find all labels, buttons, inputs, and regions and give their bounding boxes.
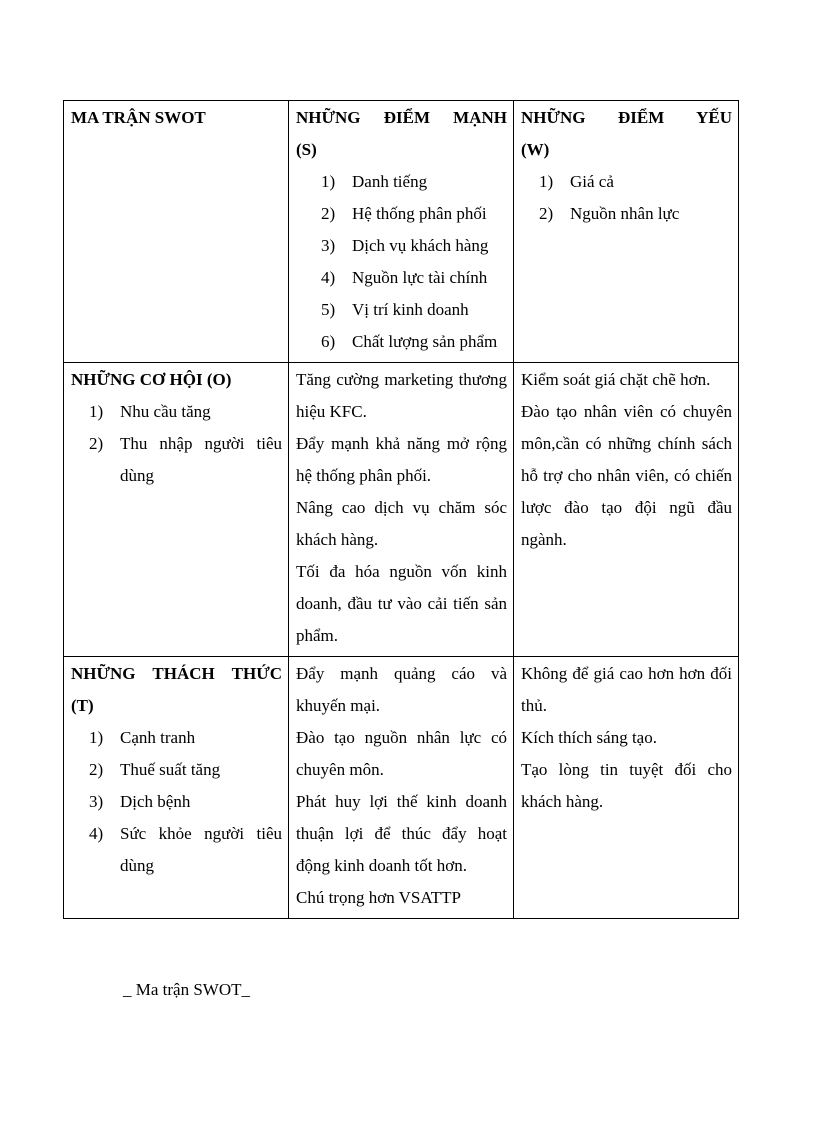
wt-strategies-cell — [514, 657, 739, 919]
list-item: 1) Danh tiếng — [321, 172, 428, 191]
st-strategy: Chú trọng hơn VSATTP — [296, 888, 462, 907]
threats-title: NHỮNG THÁCH THỨC (T) — [71, 664, 282, 715]
list-item: 4) Nguồn lực tài chính — [321, 268, 488, 287]
opportunities-cell — [64, 363, 289, 657]
table-row — [64, 657, 739, 919]
swot-matrix-table — [63, 100, 739, 919]
weaknesses-code: (W) — [521, 140, 550, 159]
list-item: 1) Nhu cầu tăng — [89, 402, 211, 421]
so-strategy: Tăng cường marketing thương hiệu KFC. — [296, 370, 507, 421]
corner-cell — [64, 101, 289, 363]
so-strategies-cell — [289, 363, 514, 657]
list-item: 5) Vị trí kinh doanh — [321, 300, 469, 319]
st-strategy: Phát huy lợi thế kinh doanh thuận lợi để thúc đẩy hoạt động kinh doanh tốt hơn. — [296, 792, 507, 875]
threats-cell — [64, 657, 289, 919]
st-strategy: Đào tạo nguồn nhân lực có chuyên môn. — [296, 728, 507, 779]
strengths-title: NHỮNG ĐIỂM MẠNH — [296, 108, 507, 127]
weaknesses-title: NHỮNG ĐIỂM YẾU — [521, 108, 732, 127]
table-row — [64, 363, 739, 657]
weaknesses-list — [521, 166, 732, 230]
list-item: 3) Dịch bệnh — [89, 792, 191, 811]
list-item: 1) Cạnh tranh — [89, 728, 196, 747]
wo-strategy: Kiểm soát giá chặt chẽ hơn. — [521, 370, 711, 389]
wt-strategy: Kích thích sáng tạo. — [521, 728, 657, 747]
corner-title: MA TRẬN SWOT — [71, 108, 206, 127]
opportunities-list — [71, 396, 282, 492]
list-item: 1) Giá cả — [539, 172, 614, 191]
list-item: 2) Thu nhập người tiêu dùng — [89, 434, 282, 485]
wo-strategies-cell — [514, 363, 739, 657]
opportunities-title: NHỮNG CƠ HỘI (O) — [71, 370, 232, 389]
list-item: 2) Nguồn nhân lực — [539, 204, 680, 223]
table-caption: _ Ma trận SWOT_ — [123, 980, 251, 999]
list-item: 2) Hệ thống phân phối — [321, 204, 487, 223]
table-row — [64, 101, 739, 363]
strengths-cell — [289, 101, 514, 363]
so-strategy: Nâng cao dịch vụ chăm sóc khách hàng. — [296, 498, 507, 549]
so-strategy: Tối đa hóa nguồn vốn kinh doanh, đầu tư vào cải tiến sản phẩm. — [296, 562, 507, 645]
so-strategy: Đẩy mạnh khả năng mở rộng hệ thống phân phối. — [296, 434, 507, 485]
list-item: 6) Chất lượng sản phẩm — [321, 332, 498, 351]
list-item: 2) Thuế suất tăng — [89, 760, 221, 779]
list-item: 3) Dịch vụ khách hàng — [321, 236, 489, 255]
weaknesses-cell — [514, 101, 739, 363]
strengths-list — [296, 166, 507, 358]
wt-strategy: Tạo lòng tin tuyệt đối cho khách hàng. — [521, 760, 732, 811]
wo-strategy: Đào tạo nhân viên có chuyên môn,cần có những chính sách hỗ trợ cho nhân viên, có chiến lược đào tạo đội ngũ đầu ngành. — [521, 402, 732, 549]
strengths-code: (S) — [296, 140, 317, 159]
wt-strategy: Không để giá cao hơn hơn đối thủ. — [521, 664, 732, 715]
threats-list — [71, 722, 282, 882]
st-strategies-cell — [289, 657, 514, 919]
list-item: 4) Sức khỏe người tiêu dùng — [89, 824, 282, 875]
st-strategy: Đẩy mạnh quảng cáo và khuyến mại. — [296, 664, 507, 715]
